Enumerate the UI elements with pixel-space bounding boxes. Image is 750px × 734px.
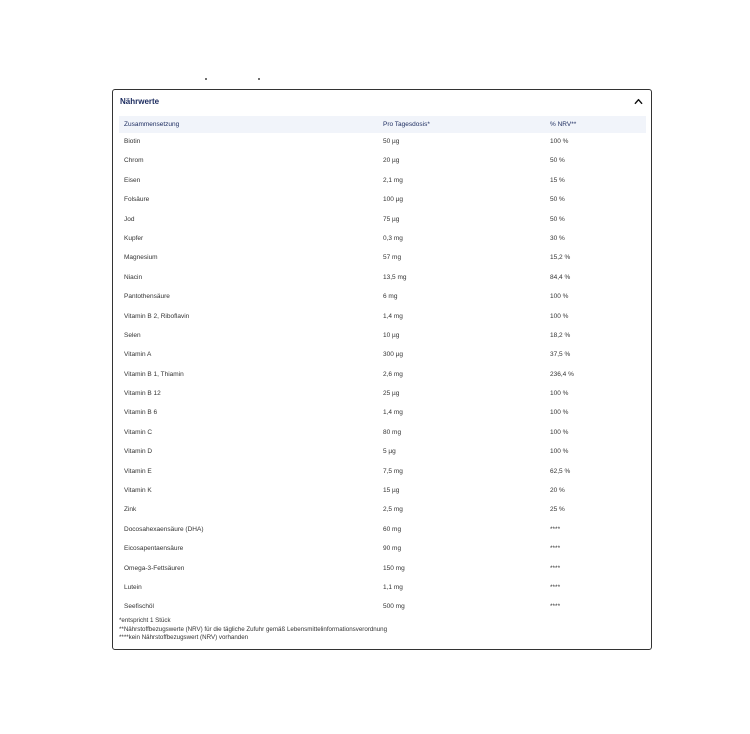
nutrient-name: Eicosapentaensäure [124, 545, 184, 553]
daily-dose-value: 80 mg [383, 428, 402, 436]
table-header [119, 116, 646, 133]
nutrient-name: Vitamin B 2, Riboflavin [124, 312, 190, 320]
daily-dose-value: 15 µg [383, 487, 400, 495]
daily-dose-value: 500 mg [383, 603, 405, 611]
table-row [113, 308, 653, 327]
table-row [113, 598, 653, 617]
nrv-value: 37,5 % [550, 351, 571, 359]
table-row [113, 133, 653, 152]
nutrient-name: Omega-3-Fettsäuren [124, 564, 185, 572]
table-row [113, 366, 653, 385]
panel-header[interactable] [113, 90, 651, 112]
table-row [113, 269, 653, 288]
nutrient-name: Biotin [124, 138, 141, 145]
daily-dose-value: 6 mg [383, 293, 398, 301]
nutrient-name: Magnesium [124, 254, 158, 262]
nutrient-name: Vitamin E [124, 467, 152, 475]
footnote: ****kein Nährstoffbezugswert (NRV) vorhanden [119, 634, 249, 641]
nrv-value: 84,4 % [550, 273, 571, 281]
daily-dose-value: 150 mg [383, 564, 405, 572]
nrv-value: 50 % [550, 196, 565, 204]
table-row [113, 172, 653, 191]
daily-dose-value: 60 mg [383, 525, 402, 533]
table-row [113, 385, 653, 404]
nutrient-name: Selen [124, 331, 141, 339]
nrv-value: 100 % [550, 138, 569, 145]
daily-dose-value: 7,5 mg [383, 467, 403, 475]
nrv-value: 62,5 % [550, 467, 571, 475]
nutrient-name: Docosahexaensäure (DHA) [124, 525, 204, 533]
daily-dose-value: 2,6 mg [383, 370, 403, 378]
daily-dose-value: 20 µg [383, 157, 400, 165]
nrv-value: **** [550, 603, 561, 611]
daily-dose-value: 100 µg [383, 196, 404, 204]
table-row [113, 463, 653, 482]
table-row [113, 288, 653, 307]
nrv-value: 100 % [550, 293, 569, 301]
daily-dose-value: 2,1 mg [383, 176, 403, 184]
daily-dose-value: 13,5 mg [383, 273, 407, 281]
column-header-daily-dose: Pro Tagesdosis* [383, 121, 430, 128]
nutrient-name: Vitamin B 1, Thiamin [124, 370, 184, 378]
nutrient-name: Chrom [124, 157, 144, 165]
nutrient-name: Niacin [124, 273, 143, 281]
table-row [113, 249, 653, 268]
nutrient-name: Kupfer [124, 234, 144, 242]
nrv-value: 100 % [550, 312, 569, 320]
chevron-up-icon[interactable] [634, 97, 643, 106]
table-row [113, 521, 653, 540]
nrv-value: 100 % [550, 448, 569, 456]
footnote: **Nährstoffbezugswerte (NRV) für die tägliche Zufuhr gemäß Lebensmittelinformationsverordnung [119, 625, 388, 633]
table-row [113, 152, 653, 171]
nrv-value: 50 % [550, 215, 565, 223]
column-header-nrv: % NRV** [550, 121, 577, 128]
daily-dose-value: 50 µg [383, 138, 400, 145]
table-row [113, 191, 653, 210]
nutrient-name: Vitamin B 6 [124, 409, 158, 417]
nrv-value: **** [550, 525, 561, 533]
nrv-value: 100 % [550, 409, 569, 417]
daily-dose-value: 1,4 mg [383, 409, 403, 417]
nrv-value: 30 % [550, 234, 565, 242]
table-row [113, 230, 653, 249]
daily-dose-value: 2,5 mg [383, 506, 403, 514]
nutrient-name: Folsäure [124, 196, 150, 204]
table-row [113, 579, 653, 598]
artifact-dot [205, 78, 207, 80]
nutrient-name: Vitamin C [124, 428, 153, 436]
table-row [113, 404, 653, 423]
daily-dose-value: 300 µg [383, 351, 404, 359]
nutrient-name: Jod [124, 215, 135, 223]
table-body [113, 133, 653, 618]
table-row [113, 560, 653, 579]
nutrient-name: Zink [124, 506, 137, 514]
artifact-dot [258, 78, 260, 80]
nutrient-name: Vitamin B 12 [124, 390, 161, 398]
daily-dose-value: 57 mg [383, 254, 402, 262]
nutrient-name: Lutein [124, 583, 142, 591]
table-row [113, 346, 653, 365]
daily-dose-value: 5 µg [383, 448, 396, 456]
footnote: *entspricht 1 Stück [119, 617, 171, 624]
daily-dose-value: 0,3 mg [383, 234, 403, 242]
daily-dose-value: 90 mg [383, 545, 402, 553]
daily-dose-value: 25 µg [383, 390, 400, 398]
table-row [113, 501, 653, 520]
nutrient-name: Eisen [124, 176, 141, 184]
column-header-composition: Zusammensetzung [124, 121, 180, 128]
nrv-value: 50 % [550, 157, 565, 165]
nutrient-name: Vitamin K [124, 487, 152, 495]
nrv-value: 15 % [550, 176, 565, 184]
daily-dose-value: 10 µg [383, 331, 400, 339]
nrv-value: **** [550, 545, 561, 553]
nutrient-name: Pantothensäure [124, 293, 170, 301]
nrv-value: 18,2 % [550, 331, 571, 339]
table-row [113, 443, 653, 462]
nutrition-panel [112, 89, 652, 650]
daily-dose-value: 75 µg [383, 215, 400, 223]
nutrient-name: Vitamin A [124, 351, 152, 359]
nrv-value: **** [550, 564, 561, 572]
daily-dose-value: 1,1 mg [383, 583, 403, 591]
table-row [113, 540, 653, 559]
nrv-value: 15,2 % [550, 254, 571, 262]
nrv-value: **** [550, 583, 561, 591]
nrv-value: 236,4 % [550, 370, 574, 378]
table-row [113, 482, 653, 501]
nrv-value: 25 % [550, 506, 565, 514]
nutrient-name: Vitamin D [124, 448, 153, 456]
nutrient-name: Seefischöl [124, 603, 154, 611]
footnotes [119, 617, 387, 643]
daily-dose-value: 1,4 mg [383, 312, 403, 320]
nrv-value: 20 % [550, 487, 565, 495]
panel-title: Nährwerte [120, 97, 160, 106]
nrv-value: 100 % [550, 390, 569, 398]
nrv-value: 100 % [550, 428, 569, 436]
table-row [113, 211, 653, 230]
table-row [113, 327, 653, 346]
table-row [113, 424, 653, 443]
